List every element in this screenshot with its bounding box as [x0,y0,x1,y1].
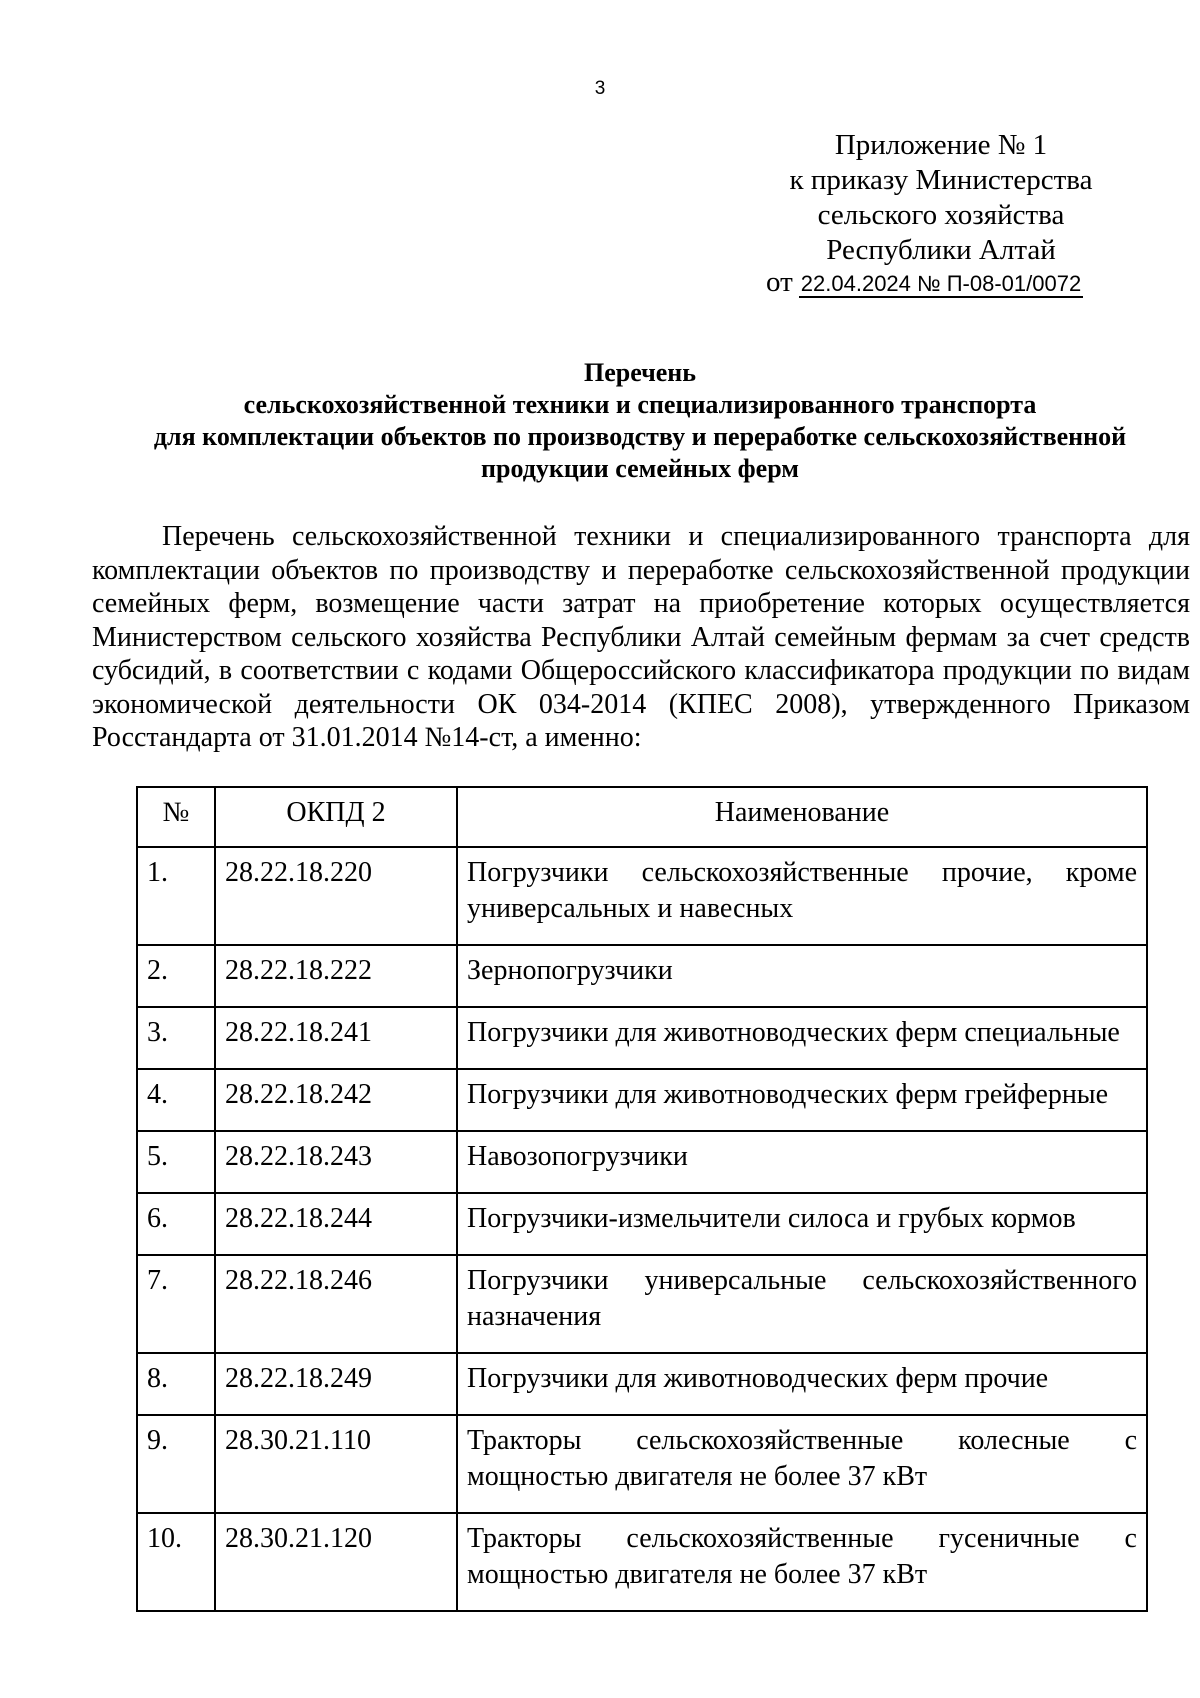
row-code: 28.22.18.242 [215,1069,457,1131]
row-code: 28.22.18.241 [215,1007,457,1069]
table-row [137,945,1147,1007]
table-row [137,1069,1147,1131]
title-line-1: Перечень [583,358,697,387]
annex-line-1: Приложение № 1 [834,129,1048,161]
header-name: Наименование [457,787,1147,847]
annex-date-value: 22.04.2024 № П-08-01/0072 [800,271,1082,296]
row-name: Погрузчики для животноводческих ферм специальные [457,1007,1147,1069]
intro-paragraph: Перечень сельскохозяйственной техники и специализированного транспорта для комплектации объектов по производству и переработке сельскохозяйственной продукции семейных ферм, возмещение части затрат на приобретение которых осуществляется Министерством сельского хозяйства Республики Алтай семейным фермам за счет средств субсидий, в соответствии с кодами Общероссийского классификатора продукции по видам экономической деятельности ОК 034-2014 (КПЕС 2008), утвержденного Приказом Росстандарта от 31.01.2014 №14-ст, а именно: [92,521,1190,753]
row-name: Тракторы сельскохозяйственные колесные с мощностью двигателя не более 37 кВт [457,1415,1147,1513]
row-code: 28.30.21.110 [215,1415,457,1513]
row-code: 28.22.18.249 [215,1353,457,1415]
annex-line-4: Республики Алтай [826,234,1056,266]
table-row [137,1415,1147,1513]
row-code: 28.22.18.222 [215,945,457,1007]
row-number: 8. [137,1353,215,1415]
row-code: 28.22.18.244 [215,1193,457,1255]
row-number: 6. [137,1193,215,1255]
row-name: Навозопогрузчики [457,1131,1147,1193]
row-number: 3. [137,1007,215,1069]
table-row [137,1193,1147,1255]
row-number: 7. [137,1255,215,1353]
document-title [80,357,1200,485]
annex-line-3: сельского хозяйства [817,199,1065,231]
row-name: Погрузчики универсальные сельскохозяйственного назначения [457,1255,1147,1353]
row-name: Погрузчики для животноводческих ферм грейферные [457,1069,1147,1131]
row-number: 5. [137,1131,215,1193]
annex-date-prefix: от [766,266,793,298]
row-number: 1. [137,847,215,945]
row-name: Тракторы сельскохозяйственные гусеничные с мощностью двигателя не более 37 кВт [457,1513,1147,1611]
table-row [137,1007,1147,1069]
row-number: 4. [137,1069,215,1131]
row-code: 28.22.18.243 [215,1131,457,1193]
title-line-4: продукции семейных ферм [481,454,799,483]
header-number: № [137,787,215,847]
table-row [137,1353,1147,1415]
title-line-2: сельскохозяйственной техники и специализированного транспорта [243,390,1037,419]
page-number: 3 [594,78,606,99]
row-name: Погрузчики-измельчители силоса и грубых кормов [457,1193,1147,1255]
items-table [136,786,1148,1612]
row-name: Погрузчики для животноводческих ферм прочие [457,1353,1147,1415]
table-row [137,1513,1147,1611]
row-code: 28.30.21.120 [215,1513,457,1611]
row-code: 28.22.18.220 [215,847,457,945]
annex-header [758,128,1124,268]
table-row [137,847,1147,945]
row-name: Погрузчики сельскохозяйственные прочие, кроме универсальных и навесных [457,847,1147,945]
header-okpd2: ОКПД 2 [215,787,457,847]
table-row [137,1255,1147,1353]
annex-date-line [766,265,1083,301]
title-line-3: для комплектации объектов по производству и переработке сельскохозяйственной [153,422,1127,451]
row-name: Зернопогрузчики [457,945,1147,1007]
row-code: 28.22.18.246 [215,1255,457,1353]
row-number: 2. [137,945,215,1007]
table-row [137,1131,1147,1193]
row-number: 10. [137,1513,215,1611]
row-number: 9. [137,1415,215,1513]
annex-line-2: к приказу Министерства [789,164,1093,196]
table-header-row [137,787,1147,847]
